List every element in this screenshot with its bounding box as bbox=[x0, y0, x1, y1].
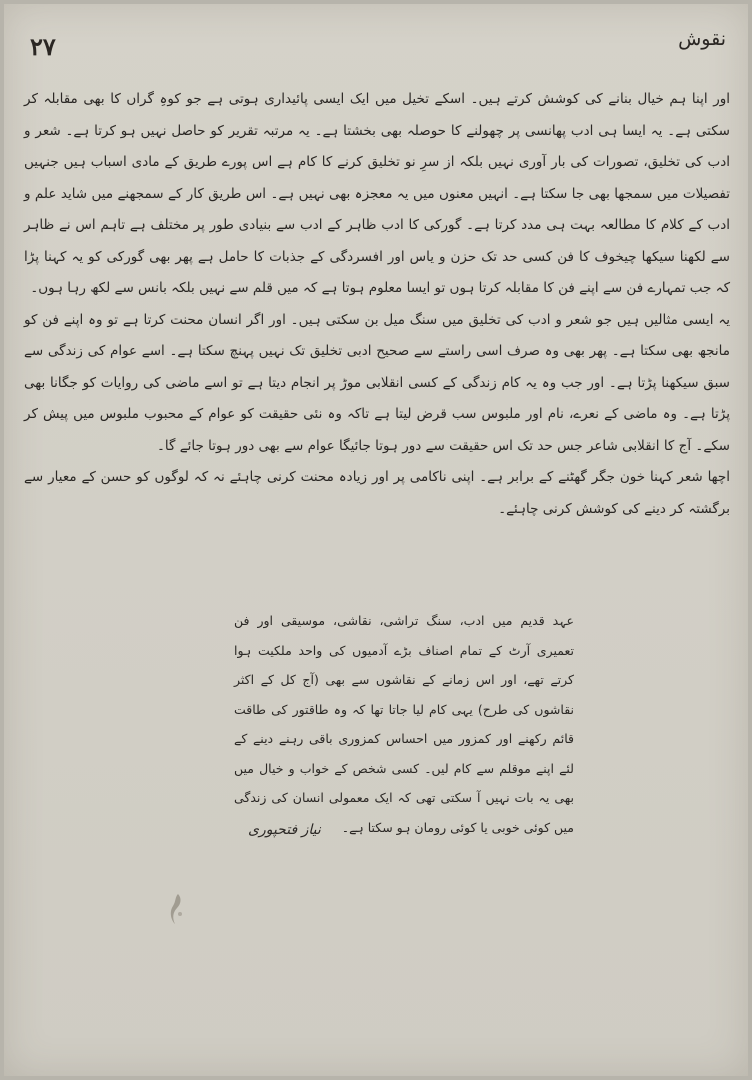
author-signature: نیاز فتحپوری bbox=[248, 822, 321, 838]
paragraph-2: یہ ایسی مثالیں ہیں جو شعر و ادب کی تخلیق میں سنگ میل بن سکتی ہیں۔ اور اگر انسان محنت کرتا ہے تو وہ اپنے فن کو مانجھ بھی سکتا ہے۔ پھر بھی وہ صرف اسی راستے سے صحیح ادبی تخلیق تک نہیں پہنچ سکتا ہے۔ اسے عوام کی زندگی سے سبق سیکھنا پڑتا ہے۔ اور جب وہ یہ کام زندگی کے کسی انقلابی موڑ پر انجام دیتا ہے تو اسے ماضی کی روایات کو جگانا بھی پڑتا ہے۔ وہ ماضی کے نعرے، نام اور ملبوس سب قرض لیتا ہے تاکہ وہ نئی حقیقت کو عوام کے محبوب ملبوس میں پیش کر سکے۔ آج کا انقلابی شاعر جس حد تک اس حقیقت سے دور ہوتا جائیگا عوام سے بھی دور ہوتا جائے گا۔ bbox=[24, 311, 730, 454]
page-number: ۲۷ bbox=[30, 32, 56, 61]
running-head-title: نقوش bbox=[678, 28, 726, 50]
magazine-page bbox=[4, 4, 748, 1076]
quote-block bbox=[234, 606, 574, 842]
paragraph-3: اچھا شعر کہنا خون جگر گھٹنے کے برابر ہے۔ اپنی ناکامی پر اور زیادہ محنت کرنی چاہئے نہ کہ لوگوں کو حسن کے معیار سے برگشتہ کر دینے کی کوشش کرنی چاہئے۔ bbox=[24, 469, 730, 517]
quote-text: عہد قدیم میں ادب، سنگ تراشی، نقاشی، موسیقی اور فن تعمیری آرٹ کے تمام اصناف بڑے آدمیوں کی واحد ملکیت ہوا کرتے تھے، اور اس زمانے کے نقاشوں سے بھی (آج کل کے اکثر نقاشوں کی طرح) یہی کام لیا جاتا تھا کہ وہ طاقتور کی طاقت قائم رکھنے اور کمزور میں احساس کمزوری باقی رہنے دینے کے لئے اپنے موقلم سے کام لیں۔ کسی شخص کے خواب و خیال میں بھی یہ بات نہیں آ سکتی تھی کہ ایک معمولی انسان کی زندگی میں کوئی خوبی یا کوئی رومان ہو سکتا ہے۔ bbox=[234, 613, 574, 835]
paragraph-1: اور اپنا ہم خیال بنانے کی کوشش کرتے ہیں۔ اسکے تخیل میں ایک ایسی پائیداری ہوتی ہے جو کوہِ گراں کا بھی مقابلہ کر سکتی ہے۔ یہ ایسا ہی ادب پھانسی پر چھولنے کا حوصلہ بھی بخشتا ہے۔ یہ مرتبہ تقریر کو حاصل نہیں ہو کرتا ہے۔ شعر و ادب کی تخلیق، تصورات کی بار آوری نہیں بلکہ از سرِ نو تخلیق کرنے کا کام ہے اس پورے طریق کے مادی اسباب ہیں جنہیں تفصیلات میں سمجھا بھی جا سکتا ہے۔ انہیں معنوں میں یہ معجزہ بھی نہیں ہے۔ اس طریق کار کے سمجھنے میں شاید علم و ادب کے کلام کا مطالعہ بہت ہی مدد کرتا ہے۔ گورکی کا ادب ظاہر کے ادب سے بنیادی طور پر مختلف ہے تاہم اس نے ظاہر سے لکھنا سیکھا چیخوف کا فن کسی حد تک حزن و یاس اور افسردگی کے جذبات کا حامل ہے پھر بھی گورکی کو یہ کہنا پڑا کہ جب تمہارے فن سے اپنے فن کا مقابلہ کرتا ہوں تو ایسا معلوم ہوتا ہے کہ میں قلم سے نہیں بلکہ بانس سے لکھ رہا ہوں۔ bbox=[24, 91, 730, 296]
ink-smudge-mark bbox=[166, 892, 188, 926]
main-article-text bbox=[24, 84, 730, 525]
